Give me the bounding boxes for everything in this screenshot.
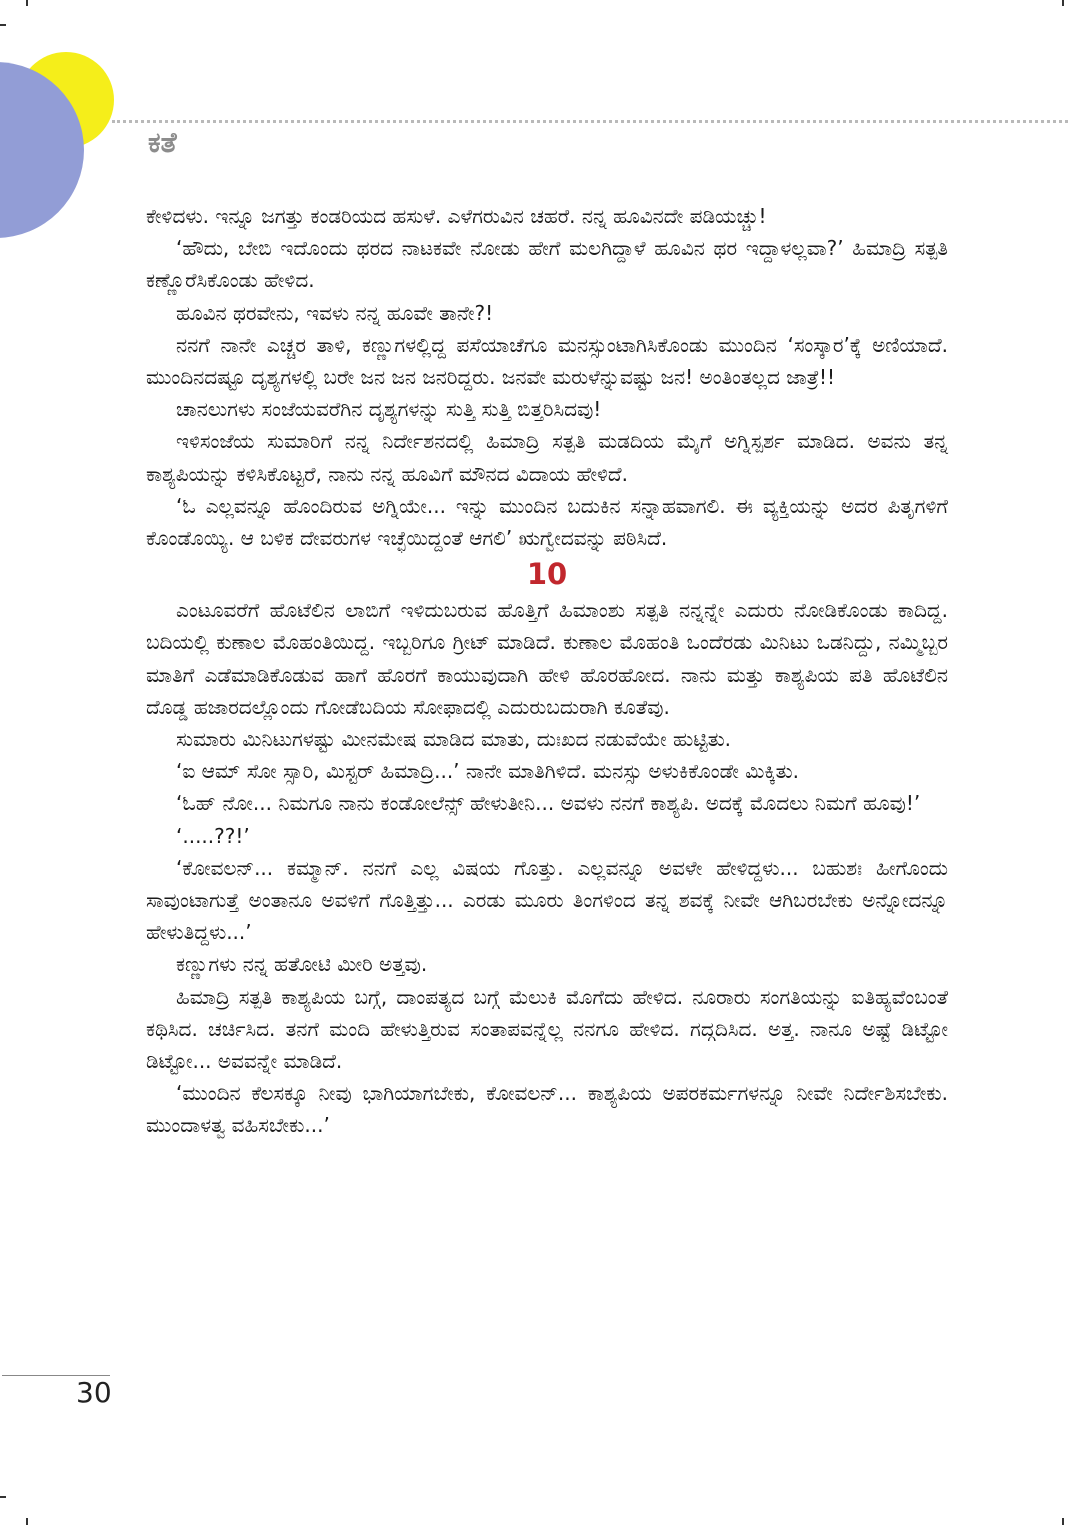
paragraph: ‘ಕೋವಲನ್... ಕಮ್ಮಾನ್. ನನಗೆ ಎಲ್ಲ ವಿಷಯ ಗೊತ್ತು. ಎಲ್ಲವನ್ನೂ ಅವಳೇ ಹೇಳಿದ್ದಳು... ಬಹುಶಃ ಹೀಗೊಂದು ಸಾವುಂಟಾಗುತ್ತೆ ಅಂತಾನೂ ಅವಳಿಗೆ ಗೊತ್ತಿತ್ತು... ಎರಡು ಮೂರು ತಿಂಗಳಿಂದ ತನ್ನ ಶವಕ್ಕೆ ನೀವೇ ಆಗಿಬರಬೇಕು ಅನ್ನೋದನ್ನೂ ಹೇಳುತಿದ್ದಳು...’ [146, 855, 948, 945]
paragraph: ಕಣ್ಣುಗಳು ನನ್ನ ಹತೋಟಿ ಮೀರಿ ಅತ್ತವು. [176, 952, 428, 977]
chapter-number: 10 [526, 557, 568, 592]
page-number: 30 [76, 1376, 112, 1409]
paragraph: ‘ಓಹ್ ನೋ... ನಿಮಗೂ ನಾನು ಕಂಡೋಲೆನ್ಸ್ ಹೇಳುತೀನಿ... ಅವಳು ನನಗೆ ಕಾಶ್ಯಪಿ. ಅದಕ್ಕೆ ಮೊದಲು ನಿಮಗೆ ಹೂವು!’ [176, 791, 921, 816]
crop-mark [26, 0, 28, 6]
paragraph: ‘ಓ ಎಲ್ಲವನ್ನೂ ಹೊಂದಿರುವ ಅಗ್ನಿಯೇ... ಇನ್ನು ಮುಂದಿನ ಬದುಕಿನ ಸನ್ನಾಹವಾಗಲಿ. ಈ ವ್ಯಕ್ತಿಯನ್ನು ಅದರ ಪಿತೃಗಳಿಗೆ ಕೊಂಡೊಯ್ಯಿ. ಆ ಬಳಿಕ ದೇವರುಗಳ ಇಚ್ಛೆಯಿದ್ದಂತೆ ಆಗಲಿ’ ಋಗ್ವೇದವನ್ನು ಪಠಿಸಿದೆ. [146, 493, 948, 551]
crop-mark [1062, 0, 1064, 6]
paragraph: ‘.....??!’ [176, 823, 250, 848]
section-label: ಕತೆ [148, 126, 177, 159]
paragraph: ಕೇಳಿದಳು. ಇನ್ನೂ ಜಗತ್ತು ಕಂಡರಿಯದ ಹಸುಳೆ. ಎಳೆಗರುವಿನ ಚಹರೆ. ನನ್ನ ಹೂವಿನದೇ ಪಡಿಯಚ್ಚು! [146, 204, 767, 228]
paragraph: ಸುಮಾರು ಮಿನಿಟುಗಳಷ್ಟು ಮೀನಮೇಷ ಮಾಡಿದ ಮಾತು, ದುಃಖದ ನಡುವೆಯೇ ಹುಟ್ಟಿತು. [176, 727, 732, 752]
paragraph: ಹೂವಿನ ಥರವೇನು, ಇವಳು ನನ್ನ ಹೂವೇ ತಾನೇ?! [176, 300, 494, 325]
story-text [146, 200, 948, 1142]
crop-mark [0, 24, 6, 26]
crop-mark [0, 1496, 6, 1498]
paragraph: ನನಗೆ ನಾನೇ ಎಚ್ಚರ ತಾಳಿ, ಕಣ್ಣುಗಳಲ್ಲಿದ್ದ ಪಸೆಯಾಚೆಗೂ ಮನಸ್ಸುಂಟಾಗಿಸಿಕೊಂಡು ಮುಂದಿನ ‘ಸಂಸ್ಕಾರ’ಕ್ಕೆ ಅಣಿಯಾದೆ. ಮುಂದಿನದಷ್ಟೂ ದೃಶ್ಯಗಳಲ್ಲಿ ಬರೇ ಜನ ಜನ ಜನರಿದ್ದರು. ಜನವೇ ಮರುಳೆನ್ನುವಷ್ಟು ಜನ! ಅಂತಿಂತಲ್ಲದ ಜಾತ್ರೆ!! [146, 332, 948, 390]
paragraph: ಹಿಮಾದ್ರಿ ಸತ್ಪತಿ ಕಾಶ್ಯಪಿಯ ಬಗ್ಗೆ, ದಾಂಪತ್ಯದ ಬಗ್ಗೆ ಮೆಲುಕಿ ಮೊಗೆದು ಹೇಳಿದ. ನೂರಾರು ಸಂಗತಿಯನ್ನು ಐತಿಹ್ಯವೆಂಬಂತೆ ಕಥಿಸಿದ. ಚರ್ಚಿಸಿದ. ತನಗೆ ಮಂದಿ ಹೇಳುತ್ತಿರುವ ಸಂತಾಪವನ್ನೆಲ್ಲ ನನಗೂ ಹೇಳಿದ. ಗದ್ಗದಿಸಿದ. ಅತ್ತ. ನಾನೂ ಅಷ್ಟೆ ಡಿಟ್ಟೋ ಡಿಟ್ಟೋ... ಅವವನ್ನೇ ಮಾಡಿದೆ. [146, 984, 948, 1074]
paragraph: ‘ಮುಂದಿನ ಕೆಲಸಕ್ಕೂ ನೀವು ಭಾಗಿಯಾಗಬೇಕು, ಕೋವಲನ್... ಕಾಶ್ಯಪಿಯ ಅಪರಕರ್ಮಗಳನ್ನೂ ನೀವೇ ನಿರ್ದೇಶಿಸಬೇಕು. ಮುಂದಾಳತ್ವ ವಹಿಸಬೇಕು...’ [146, 1081, 948, 1138]
paragraph: ಚಾನಲುಗಳು ಸಂಜೆಯವರೆಗಿನ ದೃಶ್ಯಗಳನ್ನು ಸುತ್ತಿ ಸುತ್ತಿ ಬಿತ್ತರಿಸಿದವು! [176, 397, 602, 422]
paragraph: ಇಳಿಸಂಜೆಯ ಸುಮಾರಿಗೆ ನನ್ನ ನಿರ್ದೇಶನದಲ್ಲಿ ಹಿಮಾದ್ರಿ ಸತ್ಪತಿ ಮಡದಿಯ ಮೈಗೆ ಅಗ್ನಿಸ್ಪರ್ಶ ಮಾಡಿದ. ಅವನು ತನ್ನ ಕಾಶ್ಯಪಿಯನ್ನು ಕಳಿಸಿಕೊಟ್ಟರೆ, ನಾನು ನನ್ನ ಹೂವಿಗೆ ಮೌನದ ವಿದಾಯ ಹೇಳಿದೆ. [146, 429, 948, 486]
crop-mark [26, 1518, 28, 1525]
crop-mark [1062, 1518, 1064, 1525]
paragraph: ‘ಐ ಆಮ್ ಸೋ ಸ್ಸಾರಿ, ಮಿಸ್ಟರ್ ಹಿಮಾದ್ರಿ...’ ನಾನೇ ಮಾತಿಗಿಳಿದೆ. ಮನಸ್ಸು ಅಳುಕಿಕೊಂಡೇ ಮಿಕ್ಕಿತು. [176, 759, 799, 784]
paragraph: ಎಂಟೂವರೆಗೆ ಹೊಟೆಲಿನ ಲಾಬಿಗೆ ಇಳಿದುಬರುವ ಹೊತ್ತಿಗೆ ಹಿಮಾಂಶು ಸತ್ಪತಿ ನನ್ನನ್ನೇ ಎದುರು ನೋಡಿಕೊಂಡು ಕಾದಿದ್ದ. ಬದಿಯಲ್ಲಿ ಕುಣಾಲ ಮೊಹಂತಿಯಿದ್ದ. ಇಬ್ಬರಿಗೂ ಗ್ರೀಟ್ ಮಾಡಿದೆ. ಕುಣಾಲ ಮೊಹಂತಿ ಒಂದೆರಡು ಮಿನಿಟು ಒಡನಿದ್ದು, ನಮ್ಮಿಬ್ಬರ ಮಾತಿಗೆ ಎಡೆಮಾಡಿಕೊಡುವ ಹಾಗೆ ಹೊರಗೆ ಕಾಯುವುದಾಗಿ ಹೇಳಿ ಹೊರಹೋದ. ನಾನು ಮತ್ತು ಕಾಶ್ಯಪಿಯ ಪತಿ ಹೊಟೆಲಿನ ದೊಡ್ಡ ಹಜಾರದಲ್ಲೊಂದು ಗೋಡೆಬದಿಯ ಸೋಫಾದಲ್ಲಿ ಎದುರುಬದುರಾಗಿ ಕೂತೆವು. [146, 598, 948, 719]
dotted-header-rule [112, 120, 1068, 123]
paragraph: ‘ಹೌದು, ಬೇಬಿ ಇದೊಂದು ಥರದ ನಾಟಕವೇ ನೋಡು ಹೇಗೆ ಮಲಗಿದ್ದಾಳೆ ಹೂವಿನ ಥರ ಇದ್ದಾಳಲ್ಲವಾ?’ ಹಿಮಾದ್ರಿ ಸತ್ಪತಿ ಕಣ್ಣೊರೆಸಿಕೊಂಡು ಹೇಳಿದ. [146, 236, 948, 293]
